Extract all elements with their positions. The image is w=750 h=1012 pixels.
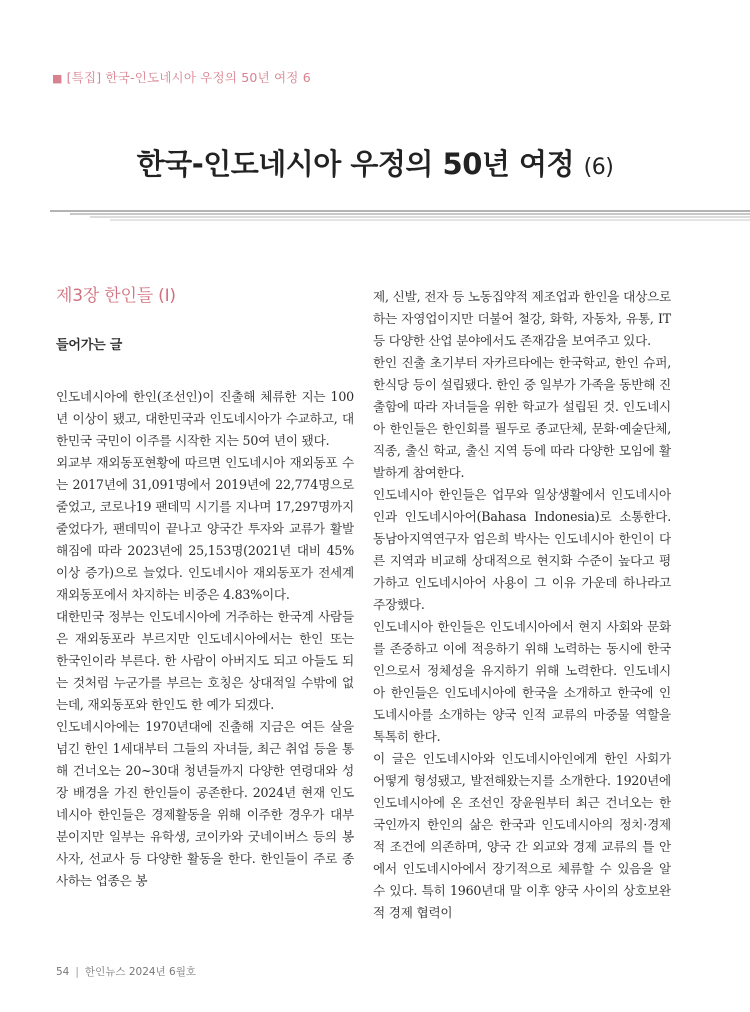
page-title <box>0 142 750 183</box>
intro-heading: 들어가는 글 <box>56 338 123 353</box>
paragraph: 인도네시아에 한인(조선인)이 진출해 체류한 지는 100년 이상이 됐고, 대한민국과 인도네시아가 수교하고, 대한민국 국민이 이주를 시작한 지는 50여 년이 됐다. <box>56 389 354 448</box>
paragraph: 이 글은 인도네시아와 인도네시아인에게 한인 사회가 어떻게 형성됐고, 발전해왔는지를 소개한다. 1920년에 인도네시아에 온 조선인 장윤원부터 최근 건너오는 한국인까지 한인의 삶은 한국과 인도네시아의 정치·경제적 조건에 의존하며, 양국 간 외교와 경제 교류의 틀 안에서 인도네시아에서 장기적으로 체류할 수 있음을 알 수 있다. 특히 1960년대 말 이후 양국 사이의 상호보완적 경제 협력이 <box>373 751 671 920</box>
header-marker-icon: ■ <box>52 72 63 85</box>
paragraph: 제, 신발, 전자 등 노동집약적 제조업과 한인을 대상으로 하는 자영업이지만 더불어 철강, 화학, 자동차, 유통, IT 등 다양한 산업 분야에서도 존재감을 보여주고 있다. <box>373 289 671 348</box>
title-rule-graphic <box>0 208 750 224</box>
page-footer <box>56 964 196 979</box>
paragraph: 외교부 재외동포현황에 따르면 인도네시아 재외동포 수는 2017년에 31,091명에서 2019년에 22,774명으로 줄었고, 코로나19 팬데믹 시기를 지나며 17,297명까지 줄었다가, 팬데믹이 끝나고 양국간 투자와 교류가 활발해짐에 따라 2023년에 25,153명(2021년 대비 45% 이상 증가)으로 늘었다. 인도네시아 재외동포가 전세계 재외동포에서 차지하는 비중은 4.83%이다. <box>56 455 354 602</box>
paragraph: 인도네시아에는 1970년대에 진출해 지금은 여든 살을 넘긴 한인 1세대부터 그들의 자녀들, 최근 취업 등을 통해 건너오는 20~30대 청년들까지 다양한 연령대와 성장 배경을 가진 한인들이 공존한다. 2024년 현재 인도네시아 한인들은 경제활동을 위해 이주한 경우가 대부분이지만 일부는 유학생, 코이카와 굿네이버스 등의 봉사자, 선교사 등 다양한 활동을 한다. 한인들이 주로 종사하는 업종은 봉 <box>56 719 354 888</box>
running-header <box>52 68 311 86</box>
page-number: 54 <box>56 966 70 978</box>
paragraph: 대한민국 정부는 인도네시아에 거주하는 한국계 사람들은 재외동포라 부르지만 인도네시아에서는 한인 또는 한국인이라 부른다. 한 사람이 아버지도 되고 아들도 되는 것처럼 누군가를 부르는 호칭은 상대적일 수밖에 없는데, 재외동포와 한인도 한 예가 되겠다. <box>56 609 354 712</box>
paragraph: 한인 진출 초기부터 자카르타에는 한국학교, 한인 슈퍼, 한식당 등이 설립됐다. 한인 중 일부가 가족을 동반해 진출함에 따라 자녀들을 위한 학교가 설립된 것. 인도네시아 한인들은 한인회를 필두로 종교단체, 문화·예술단체, 직종, 출신 학교, 출신 지역 등에 따라 다양한 모임에 활발하게 참여한다. <box>373 355 671 480</box>
title-number: (6) <box>583 155 614 180</box>
paragraph: 인도네시아 한인들은 인도네시아에서 현지 사회와 문화를 존중하고 이에 적응하기 위해 노력하는 동시에 한국인으로서 정체성을 유지하기 위해 노력한다. 인도네시아 한인들은 인도네시아에 한국을 소개하고 한국에 인도네시아를 소개하는 양국 인적 교류의 마중물 역할을 톡톡히 한다. <box>373 619 671 744</box>
chapter-heading: 제3장 한인들 (I) <box>56 286 176 306</box>
right-column <box>373 286 671 924</box>
left-column <box>56 282 354 892</box>
running-title: [특집] 한국-인도네시아 우정의 50년 여정 6 <box>66 70 311 85</box>
paragraph: 인도네시아 한인들은 업무와 일상생활에서 인도네시아인과 인도네시아어(Bahasa Indonesia)로 소통한다. 동남아지역연구자 엄은희 박사는 인도네시아 한인이 다른 지역과 비교해 상대적으로 현지화 수준이 높다고 평가하고 인도네시아어 사용이 그 이유 가운데 하나라고 주장했다. <box>373 487 671 612</box>
title-rule <box>0 208 750 224</box>
title-main: 한국-인도네시아 우정의 50년 여정 <box>136 147 575 181</box>
publication-name: 한인뉴스 2024년 6월호 <box>84 966 196 978</box>
footer-separator: | <box>75 966 79 978</box>
